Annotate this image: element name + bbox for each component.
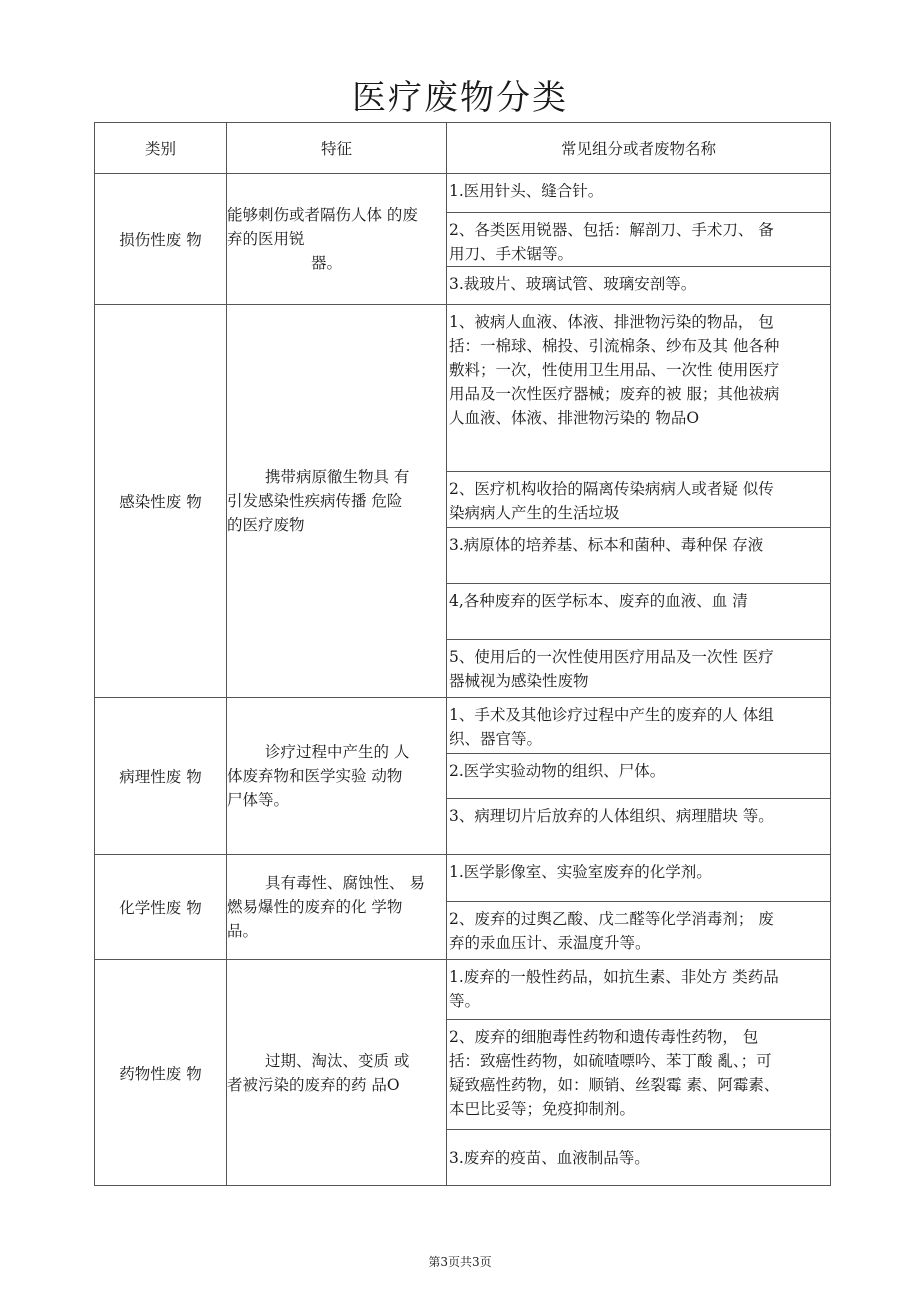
item-line: 3.病原体的培养基、标本和菌种、毒种保 存液	[449, 536, 764, 554]
item-line: 括：致癌性药物，如硫喳嘌吟、苯丁酸 亂、；可	[449, 1052, 772, 1070]
item-line: 1.医学影像室、实验室废弃的化学剂。	[449, 863, 712, 881]
item-line: 用刀、手术锯等。	[449, 245, 574, 263]
feature-cell	[227, 174, 447, 305]
items-cell	[447, 305, 831, 698]
category-cell: 病理性废 物	[95, 698, 227, 855]
list-item	[447, 174, 830, 212]
feature-line: 能够刺伤或者隔伤人体 的废	[227, 206, 418, 224]
item-line: 4,各种废弃的医学标本、废弃的血液、血 清	[449, 592, 748, 610]
feature-cell	[227, 305, 447, 698]
item-line: 敷料；一次，性使用卫生用品、一次性 使用医疗	[449, 361, 780, 379]
table-row	[95, 855, 831, 960]
feature-line: 器。	[311, 254, 343, 272]
feature-line: 尸体等。	[227, 791, 290, 809]
item-line: 3.裁玻片、玻璃试管、玻璃安剖等。	[449, 275, 697, 293]
list-item	[447, 1019, 830, 1129]
item-line: 5、使用后的一次性使用医疗用品及一次性 医疗	[449, 648, 774, 666]
item-line: 本巴比妥等；免疫抑制剂。	[449, 1100, 636, 1118]
list-item	[447, 960, 830, 1019]
feature-line: 携带病原徹生物具 有	[265, 468, 410, 486]
item-line: 疑致癌性药物，如：顺销、丝裂霉 素、阿霉素、	[449, 1076, 780, 1094]
feature-line: 体废弃物和医学实验 动物	[227, 767, 403, 785]
item-line: 人血液、体液、排泄物污染的 物品O	[449, 409, 700, 427]
feature-line: 的医疗废物	[227, 516, 305, 534]
item-line: 2、废弃的细胞毒性药物和遗传毒性药物， 包	[449, 1028, 759, 1046]
items-cell	[447, 960, 831, 1186]
item-line: 1.废弃的一般性药品，如抗生素、非处方 类药品	[449, 968, 779, 986]
feature-line: 过期、淘汰、变质 或	[265, 1051, 410, 1070]
item-line: 2、医疗机构收拾的隔离传染病病人或者疑 似传	[449, 480, 774, 498]
item-line: 3.废弃的疫苗、血液制品等。	[449, 1149, 650, 1167]
list-item	[447, 527, 830, 583]
list-item	[447, 305, 830, 471]
item-line: 括：一棉球、棉投、引流棉条、纱布及其 他各种	[449, 337, 780, 355]
feature-line: 具有毒性、腐蚀性、 易	[265, 874, 425, 892]
category-cell: 化学性废 物	[95, 855, 227, 960]
table-row	[95, 960, 831, 1186]
feature-line: 弃的医用锐	[227, 230, 305, 248]
header-category: 类别	[95, 123, 227, 174]
item-line: 2、各类医用锐器、包括：解剖刀、手术刀、 备	[449, 221, 774, 239]
item-line: 织、器官等。	[449, 730, 543, 748]
page-title: 医疗废物分类	[352, 78, 568, 118]
table-row	[95, 305, 831, 698]
item-line: 1、手术及其他诊疗过程中产生的废弃的人 体组	[449, 706, 774, 724]
item-line: 2、废弃的过舆乙酸、戊二醛等化学消毒剂； 废	[449, 910, 774, 928]
medical-waste-table	[94, 122, 831, 1186]
list-item	[447, 212, 830, 266]
page-number: 第3页共3页	[428, 1255, 492, 1269]
table-row	[95, 174, 831, 305]
item-line: 1.医用针头、缝合针。	[449, 182, 604, 200]
item-line: 3、病理切片后放弃的人体组织、病理腊块 等。	[449, 807, 774, 825]
item-line: 染病病人产生的生活垃圾	[449, 504, 620, 522]
header-feature: 特征	[227, 123, 447, 174]
list-item	[447, 1129, 830, 1185]
list-item	[447, 901, 830, 959]
feature-line: 者被污染的废弃的药 品O	[227, 1075, 400, 1094]
list-item	[447, 471, 830, 527]
list-item	[447, 583, 830, 639]
feature-cell	[227, 960, 447, 1186]
item-line: 1、被病人血液、体液、排泄物污染的物品， 包	[449, 313, 774, 331]
table-header-row	[95, 123, 831, 174]
list-item	[447, 798, 830, 854]
feature-cell	[227, 855, 447, 960]
feature-line: 品。	[227, 922, 259, 940]
feature-line: 引发感染性疾病传播 危险	[227, 492, 403, 510]
item-line: 等。	[449, 992, 481, 1010]
list-item	[447, 855, 830, 901]
feature-line: 燃易爆性的废弃的化 学物	[227, 898, 403, 916]
list-item	[447, 753, 830, 798]
table-row	[95, 698, 831, 855]
item-line: 用品及一次性医疗器械；废弃的被 服；其他祓病	[449, 385, 780, 403]
header-items: 常见组分或者废物名称	[447, 123, 831, 174]
feature-line: 诊疗过程中产生的 人	[265, 743, 410, 761]
items-cell	[447, 174, 831, 305]
feature-cell	[227, 698, 447, 855]
items-cell	[447, 855, 831, 960]
category-cell: 损伤性废 物	[95, 174, 227, 305]
items-cell	[447, 698, 831, 855]
list-item	[447, 639, 830, 697]
category-cell: 药物性废 物	[95, 960, 227, 1186]
list-item	[447, 698, 830, 753]
item-line: 器械视为感染性废物	[449, 672, 589, 690]
item-line: 2.医学实验动物的组织、尸体。	[449, 762, 666, 780]
category-cell: 感染性废 物	[95, 305, 227, 698]
list-item	[447, 266, 830, 304]
item-line: 弃的汞血压计、汞温度升等。	[449, 934, 651, 952]
